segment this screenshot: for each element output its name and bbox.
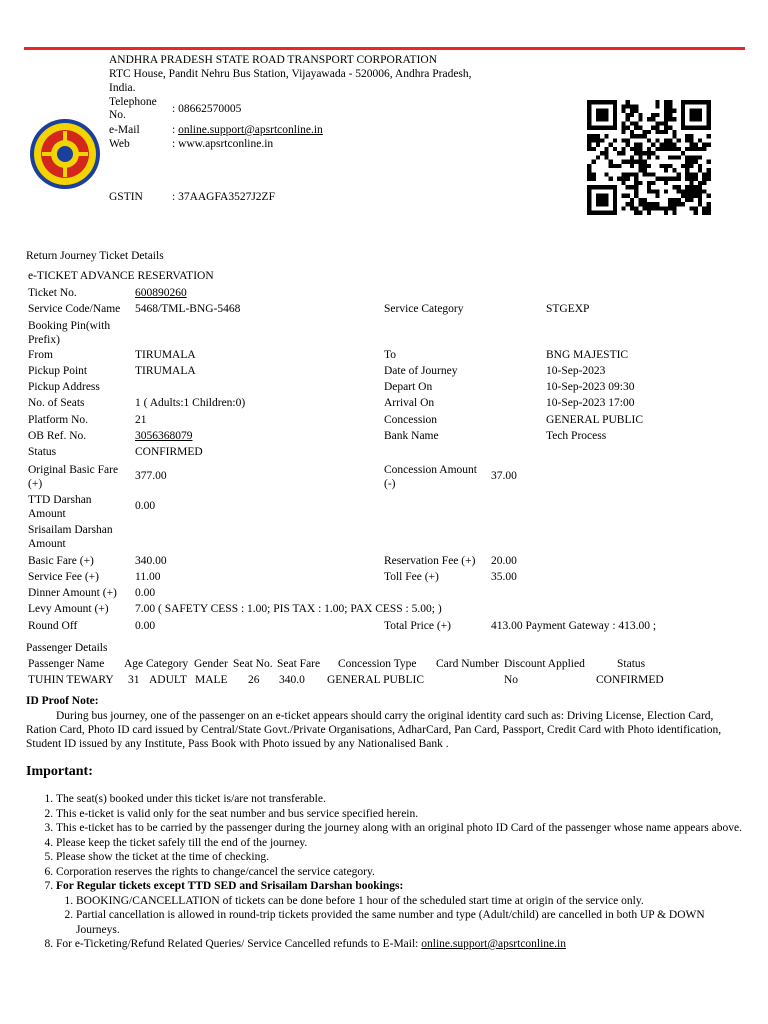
th-card-number: Card Number xyxy=(436,658,499,670)
concession-label: Concession xyxy=(384,414,438,426)
td-concession-type: GENERAL PUBLIC xyxy=(327,674,425,686)
th-seat-no: Seat No. xyxy=(233,658,273,670)
depart-label: Depart On xyxy=(384,381,433,393)
important-item-4: 4. Please keep the ticket safely till the end of the journey. xyxy=(56,836,742,851)
ticket-no-value: 600890260 xyxy=(135,287,187,299)
toll-fee-value: 35.00 xyxy=(491,571,517,583)
id-proof-text: During bus journey, one of the passenger on an e-ticket appears should carry the original identity card such as: Driving License, Election Card, Ration Card, Photo ID card issued by Central/State Govt./Private Organisations, AdharCard, Pan Card, Passport, Credit Card with Photo identification, Student ID issued by any Institute, Pass Book with Photo issued by any Nationalised Bank . xyxy=(26,710,722,750)
dinner-value: 0.00 xyxy=(135,587,156,599)
from-value: TIRUMALA xyxy=(135,349,196,361)
org-name: ANDHRA PRADESH STATE ROAD TRANSPORT CORPORATION xyxy=(109,54,438,66)
important-list xyxy=(26,792,742,952)
platform-label: Platform No. xyxy=(28,414,89,426)
apsrtc-logo-icon xyxy=(29,118,101,190)
td-seat-no: 26 xyxy=(248,674,260,686)
status-label: Status xyxy=(28,446,57,458)
service-code-value: 5468/TML-BNG-5468 xyxy=(135,303,241,315)
reservation-fee-label: Reservation Fee (+) xyxy=(384,555,476,567)
td-passenger-name: TUHIN TEWARY xyxy=(28,674,114,686)
th-seat-fare: Seat Fare xyxy=(277,658,321,670)
passenger-details-title: Passenger Details xyxy=(26,642,108,654)
important-subitem-2: 2. Partial cancellation is allowed in round-trip tickets provided the same number and type (Adult/child) are cancelled in both UP & DOWN Journeys. xyxy=(76,908,742,937)
platform-value: 21 xyxy=(135,414,147,426)
important-item-8-text: For e-Ticketing/Refund Related Queries/ Service Cancelled refunds to E-Mail: xyxy=(56,938,419,950)
email-label: e-Mail xyxy=(109,124,140,136)
service-code-label: Service Code/Name xyxy=(28,303,121,315)
arrival-label: Arrival On xyxy=(384,397,435,409)
round-off-label: Round Off xyxy=(28,620,78,632)
pickup-point-value: TIRUMALA xyxy=(135,365,196,377)
toll-fee-label: Toll Fee (+) xyxy=(384,571,439,583)
seats-value: 1 ( Adults:1 Children:0) xyxy=(135,397,246,409)
concession-amount-label: Concession Amount (-) xyxy=(384,464,477,490)
status-value: CONFIRMED xyxy=(135,446,203,458)
th-age: Age xyxy=(124,658,144,670)
pickup-address-label: Pickup Address xyxy=(28,381,100,393)
important-item-6: 6. Corporation reserves the rights to change/cancel the service category. xyxy=(56,865,742,880)
td-seat-fare: 340.0 xyxy=(279,674,305,686)
basic-fare-value: 340.00 xyxy=(135,555,167,567)
email-link[interactable]: online.support@apsrtconline.in xyxy=(178,124,323,136)
ticket-no-label: Ticket No. xyxy=(28,287,77,299)
gstin-value: : 37AAGFA3527J2ZF xyxy=(172,191,275,203)
concession-amount-value: 37.00 xyxy=(491,470,517,482)
to-value: BNG MAJESTIC xyxy=(546,349,629,361)
telephone-label: Telephone No. xyxy=(109,96,157,121)
basic-fare-label: Basic Fare (+) xyxy=(28,555,94,567)
important-item-2: 2. This e-ticket is valid only for the seat number and bus service specified herein. xyxy=(56,807,742,822)
concession-value: GENERAL PUBLIC xyxy=(546,414,644,426)
td-age: 31 xyxy=(128,674,140,686)
reservation-fee-value: 20.00 xyxy=(491,555,517,567)
seats-label: No. of Seats xyxy=(28,397,85,409)
web-value[interactable]: : www.apsrtconline.in xyxy=(172,138,274,150)
service-category-value: STGEXP xyxy=(546,303,590,315)
org-country: India. xyxy=(109,82,136,94)
th-gender: Gender xyxy=(194,658,228,670)
ticket-type: e-TICKET ADVANCE RESERVATION xyxy=(28,270,214,282)
doj-label: Date of Journey xyxy=(384,365,458,377)
qr-code-icon xyxy=(587,100,711,215)
bank-label: Bank Name xyxy=(384,430,439,442)
round-off-value: 0.00 xyxy=(135,620,156,632)
srisailam-darshan-label: Srisailam Darshan Amount xyxy=(28,524,113,550)
ttd-darshan-value: 0.00 xyxy=(135,500,156,512)
dinner-label: Dinner Amount (+) xyxy=(28,587,117,599)
email-colon: : xyxy=(172,124,176,136)
web-label: Web xyxy=(109,138,130,150)
booking-pin-label: Booking Pin(with Prefix) xyxy=(28,320,111,346)
original-basic-fare-value: 377.00 xyxy=(135,470,167,482)
obref-value: 3056368079 xyxy=(135,430,193,442)
depart-value: 10-Sep-2023 09:30 xyxy=(546,381,635,393)
email-row xyxy=(172,124,323,136)
td-gender: MALE xyxy=(195,674,228,686)
th-category: Category xyxy=(146,658,189,670)
important-item-8 xyxy=(56,937,742,952)
service-fee-label: Service Fee (+) xyxy=(28,571,99,583)
gstin-label: GSTIN xyxy=(109,191,143,203)
to-label: To xyxy=(384,349,396,361)
important-subitem-1: 1. BOOKING/CANCELLATION of tickets can be done before 1 hour of the scheduled start time at origin of the service only. xyxy=(76,894,742,909)
pickup-point-label: Pickup Point xyxy=(28,365,88,377)
td-discount-applied: No xyxy=(504,674,519,686)
arrival-value: 10-Sep-2023 17:00 xyxy=(546,397,635,409)
important-item-7-text: For Regular tickets except TTD SED and Srisailam Darshan bookings: xyxy=(56,880,404,892)
important-title: Important: xyxy=(26,764,93,779)
section-title: Return Journey Ticket Details xyxy=(26,250,164,262)
levy-label: Levy Amount (+) xyxy=(28,603,109,615)
from-label: From xyxy=(28,349,53,361)
important-item-1: 1. The seat(s) booked under this ticket is/are not transferable. xyxy=(56,792,742,807)
bank-value: Tech Process xyxy=(546,430,607,442)
th-passenger-name: Passenger Name xyxy=(28,658,105,670)
service-fee-value: 11.00 xyxy=(135,571,161,583)
original-basic-fare-label: Original Basic Fare (+) xyxy=(28,464,119,490)
doj-value: 10-Sep-2023 xyxy=(546,365,606,377)
th-status: Status xyxy=(617,658,646,670)
id-proof-title: ID Proof Note: xyxy=(26,695,99,707)
header-rule xyxy=(24,47,745,50)
important-item-3: 3. This e-ticket has to be carried by the passenger during the journey along with an original photo ID Card of the passenger whose name appears above. xyxy=(56,821,742,836)
refund-email-link[interactable]: online.support@apsrtconline.in xyxy=(421,938,566,950)
levy-value: 7.00 ( SAFETY CESS : 1.00; PIS TAX : 1.00; PAX CESS : 5.00; ) xyxy=(135,603,442,615)
th-discount-applied: Discount Applied xyxy=(504,658,585,670)
service-category-label: Service Category xyxy=(384,303,464,315)
ttd-darshan-label: TTD Darshan Amount xyxy=(28,494,92,520)
org-address: RTC House, Pandit Nehru Bus Station, Vijayawada - 520006, Andhra Pradesh, xyxy=(109,68,472,80)
important-item-7 xyxy=(56,879,742,937)
obref-label: OB Ref. No. xyxy=(28,430,87,442)
important-item-5: 5. Please show the ticket at the time of checking. xyxy=(56,850,742,865)
td-status: CONFIRMED xyxy=(596,674,664,686)
th-concession-type: Concession Type xyxy=(338,658,417,670)
total-price-label: Total Price (+) xyxy=(384,620,451,632)
total-price-value: 413.00 Payment Gateway : 413.00 ; xyxy=(491,620,657,632)
telephone-value: : 08662570005 xyxy=(172,103,242,115)
td-category: ADULT xyxy=(149,674,187,686)
